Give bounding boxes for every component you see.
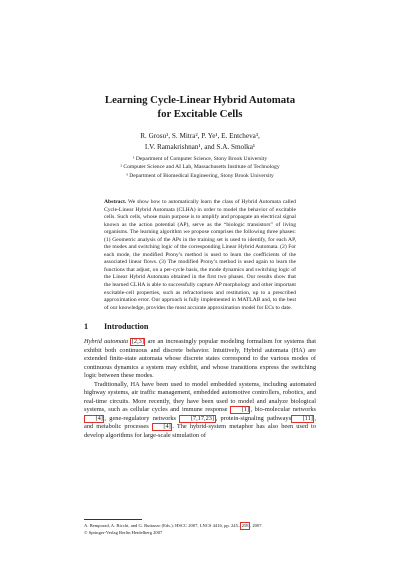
- footnote-rule: [84, 519, 142, 520]
- abstract-label: Abstract.: [104, 199, 127, 205]
- affiliation-2: ² Computer Science and AI Lab, Massachusetts Institute of Technology: [120, 164, 280, 171]
- term-hybrid-automata: Hybrid automata: [84, 338, 129, 345]
- section-title: Introduction: [104, 322, 149, 331]
- paragraph-1: [84, 338, 316, 381]
- paragraph-text: Traditionally, HA have been used to model embedded systems, including automated highway systems, air traffic management, embedded automotive controllers, robotics, and real-time circuits. More recently, they have been used to model and analyze biological systems, such as cellular cycles and immune response: [84, 380, 316, 413]
- title-line-2: for Excitable Cells: [157, 108, 243, 120]
- citation-link[interactable]: [2,3]: [131, 338, 144, 345]
- copyright-line: © Springer-Verlag Berlin Heidelberg 2007: [84, 530, 163, 535]
- paper-title: [60, 93, 340, 121]
- paragraph-text: . The hybrid-system metaphor has also been used to develop algorithms for large-scale simulation of: [84, 423, 316, 439]
- authors-line-2: I.V. Ramakrishnan¹, and S.A. Smolka¹: [144, 143, 256, 151]
- section-heading: [84, 322, 148, 331]
- paragraph-text: are an increasingly popular modeling formalism for systems that exhibit both continuous and discrete behavior. Intuitively, Hybrid automata (HA) are extended finite-state automata whose discrete states correspond to the various modes of continuous dynamics a system may exhibit, and whose transitions express the switching logic between these modes.: [84, 338, 317, 379]
- citation-link[interactable]: [7,17,23]: [179, 415, 215, 423]
- intro-body: [84, 338, 316, 440]
- citation-link[interactable]: [11]: [291, 415, 314, 423]
- author-list: [60, 131, 340, 153]
- authors-line-1: R. Grosu¹, S. Mitra², P. Ye¹, E. Entcheva³,: [140, 132, 260, 140]
- page-link[interactable]: 258: [241, 523, 249, 528]
- paragraph-text: , bio-molecular networks: [250, 406, 316, 413]
- citation-link[interactable]: [1]: [230, 406, 250, 414]
- paragraph-text: , gene-regulatory networks: [104, 414, 180, 422]
- abstract-text: We show how to automatically learn the class of Hybrid Automata called Cycle-Linear Hybrid Automata (CLHA) in order to model the behavior of excitable cells. Such cells, whose main purpose is to amplify and propagate an electrical signal known as the action potential (AP), serve as the “biologic transistors” of living organisms. The learning algorithm we propose comprises the following three phases: (1) Geometric analysis of the APs in the training set is used to identify, for each AP, the modes and switching logic of the corresponding Linear Hybrid Automata. (2) For each mode, the modified Prony’s method is used to learn the coefficients of the associated linear flows. (3) The modified Prony’s method is used again to learn the functions that adjust, on a per-cycle basis, the mode dynamics and switching logic of the Linear Hybrid Automata obtained in the first two phases. Our results show that the learned CLHA is able to successfully capture AP morphology and other important excitable-cell properties, such as refractoriness and restitution, up to a prescribed approximation error. Our approach is fully implemented in MATLAB and, to the best of our knowledge, provides the most accurate approximation model for ECs to date.: [104, 199, 296, 311]
- citation-link[interactable]: [4]: [84, 415, 104, 423]
- publication-footnote: [84, 522, 316, 536]
- affiliation-3: ³ Department of Biomedical Engineering, Stony Brook University: [126, 172, 274, 179]
- paragraph-text: , protein-signaling pathways: [215, 414, 292, 422]
- title-line-1: Learning Cycle-Linear Hybrid Automata: [104, 94, 296, 106]
- section-number: 1: [84, 322, 89, 331]
- citation-link[interactable]: [4]: [152, 423, 172, 431]
- affiliation-1: ¹ Department of Computer Science, Stony Brook University: [132, 156, 268, 162]
- footnote-line-1: A. Bemporad, A. Bicchi, and G. Buttazzo (Eds.): HSCC 2007, LNCS 4416, pp. 245– 258 , 2007.: [84, 523, 263, 528]
- paragraph-text: , and metabolic processes: [84, 414, 316, 430]
- affiliations: [60, 155, 340, 180]
- abstract: [104, 199, 296, 312]
- paragraph-2: [84, 381, 316, 441]
